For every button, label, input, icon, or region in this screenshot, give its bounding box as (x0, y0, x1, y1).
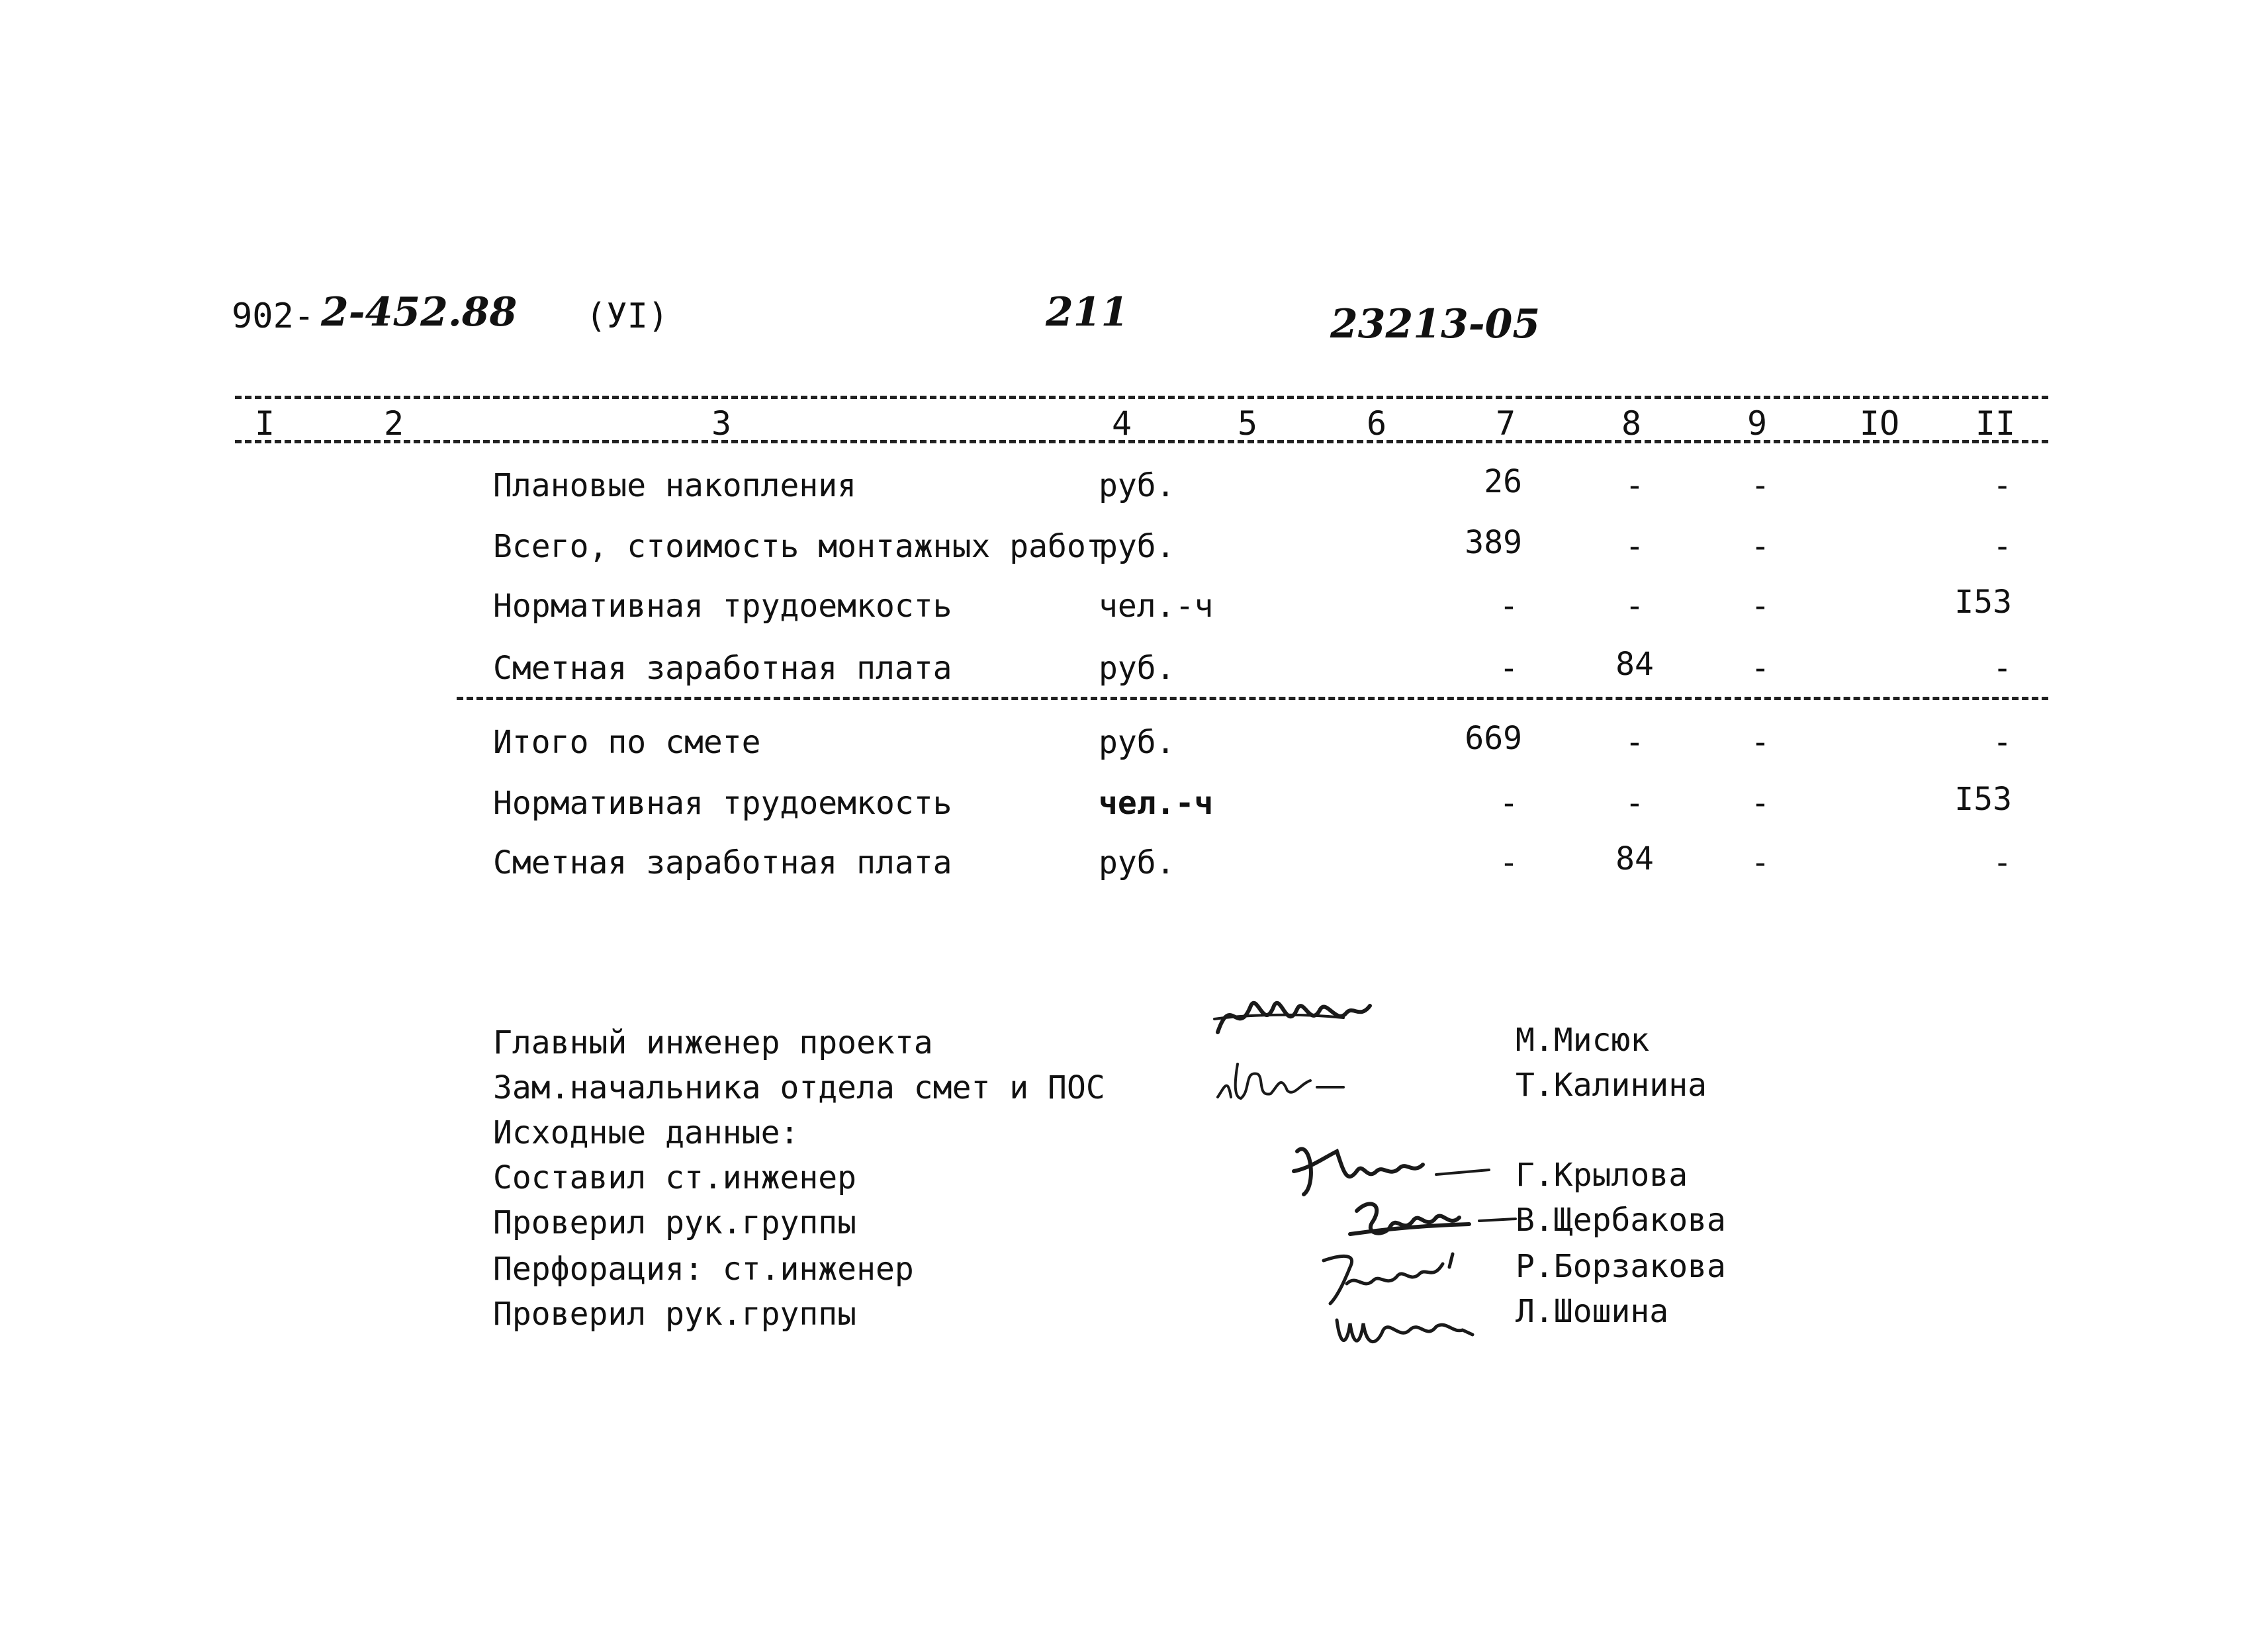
row-name: Сметная заработная плата (493, 650, 952, 687)
col-1: I (254, 404, 275, 443)
totals-rule (457, 697, 2048, 700)
row-unit: руб. (1099, 844, 1175, 881)
cell-col8: - (1625, 467, 1645, 504)
col-10: IO (1859, 404, 1900, 443)
col-4: 4 (1111, 404, 1132, 443)
cell-col9: - (1750, 528, 1770, 565)
cell-col9: - (1750, 467, 1770, 504)
cell-col8: - (1625, 724, 1645, 761)
name-line: Л.Шошина (1516, 1293, 1669, 1330)
row-unit: руб. (1099, 724, 1175, 761)
doc-code: 902- (232, 296, 315, 336)
cell-col11: - (1993, 844, 2012, 881)
table-top-rule (235, 396, 2048, 399)
cell-col11: - (1993, 528, 2012, 565)
cell-col9: - (1750, 650, 1770, 687)
doc-code-handwritten: 2-452.88 (321, 289, 518, 335)
col-2: 2 (383, 404, 404, 443)
role-line: Составил ст.инженер (493, 1159, 857, 1196)
name-line: Р.Борзакова (1516, 1248, 1726, 1285)
cell-col9: - (1750, 785, 1770, 822)
role-line: Проверил рук.группы (493, 1296, 857, 1333)
cell-col7: 669 (1465, 720, 1522, 757)
signature-misyuk (1211, 979, 1383, 1052)
role-line: Главный инженер проекта (493, 1024, 933, 1061)
row-name: Сметная заработная плата (493, 844, 952, 881)
cell-col8: 84 (1615, 646, 1654, 683)
role-line: Проверил рук.группы (493, 1204, 857, 1241)
signature-shoshina (1330, 1294, 1489, 1360)
cell-col11: - (1993, 650, 2012, 687)
col-6: 6 (1366, 404, 1387, 443)
col-8: 8 (1621, 404, 1642, 443)
role-line: Зам.начальника отдела смет и ПОС (493, 1069, 1105, 1106)
sheet-code: 23213-05 (1330, 301, 1541, 347)
cell-col7: 389 (1465, 524, 1522, 561)
name-line: М.Мисюк (1516, 1022, 1650, 1059)
row-unit: чел.-ч (1099, 785, 1214, 822)
cell-col7: - (1499, 588, 1519, 625)
row-name: Всего, стоимость монтажных работ (493, 528, 1105, 565)
col-7: 7 (1495, 404, 1516, 443)
page-number: 211 (1046, 289, 1129, 335)
name-line: Т.Калинина (1516, 1067, 1707, 1104)
row-name: Нормативная трудоемкость (493, 588, 952, 625)
row-unit: чел.-ч (1099, 588, 1214, 625)
col-9: 9 (1746, 404, 1768, 443)
name-line: В.Щербакова (1516, 1202, 1726, 1239)
cell-col7: - (1499, 844, 1519, 881)
row-unit: руб. (1099, 467, 1175, 504)
row-name: Нормативная трудоемкость (493, 785, 952, 822)
row-name: Плановые накопления (493, 467, 857, 504)
cell-col7: - (1499, 785, 1519, 822)
cell-col11: - (1993, 724, 2012, 761)
cell-col9: - (1750, 724, 1770, 761)
cell-col7: 26 (1484, 463, 1522, 500)
signature-kalinina (1211, 1051, 1357, 1110)
cell-col8: - (1625, 528, 1645, 565)
col-5: 5 (1237, 404, 1258, 443)
cell-col7: - (1499, 650, 1519, 687)
role-line: Перфорация: ст.инженер (493, 1251, 914, 1288)
row-unit: руб. (1099, 650, 1175, 687)
cell-col9: - (1750, 588, 1770, 625)
role-line: Исходные данные: (493, 1114, 799, 1151)
cell-col11: - (1993, 467, 2012, 504)
cell-col8: 84 (1615, 840, 1654, 877)
col-11: II (1975, 404, 2016, 443)
col-3: 3 (711, 404, 732, 443)
cell-col8: - (1625, 588, 1645, 625)
part-label: (УI) (586, 296, 669, 336)
name-line: Г.Крылова (1516, 1157, 1688, 1194)
cell-col8: - (1625, 785, 1645, 822)
cell-col11: I53 (1954, 584, 2012, 621)
cell-col11: I53 (1954, 781, 2012, 818)
row-unit: руб. (1099, 528, 1175, 565)
cell-col9: - (1750, 844, 1770, 881)
row-name: Итого по смете (493, 724, 761, 761)
